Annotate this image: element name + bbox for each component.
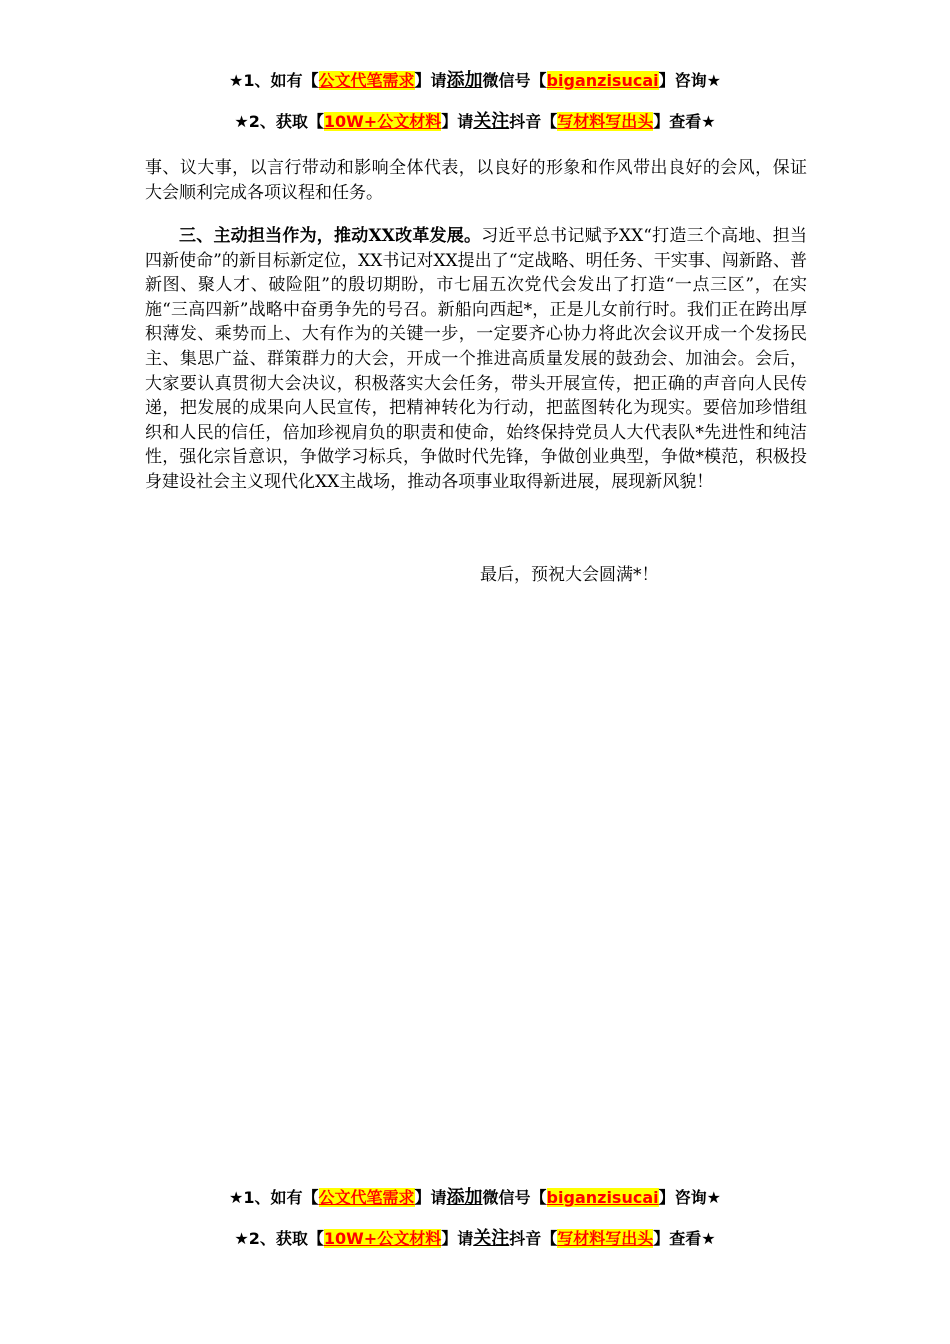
highlight-wechat-id: biganzisucai xyxy=(546,1188,659,1207)
section-heading: 三、主动担当作为，推动XX改革发展。 xyxy=(179,226,482,246)
promo-banner-top-line1: ★1、如有【公文代笔需求】请添加微信号【biganzisucai】咨询★ xyxy=(229,70,721,91)
body-paragraph-1: 事、议大事，以言行带动和影响全体代表，以良好的形象和作风带出良好的会风，保证大会顺利完成各项议程和任务。 xyxy=(145,158,807,203)
highlight-douyin-account: 写材料写出头 xyxy=(557,1229,654,1248)
promo-banner-top-line2: ★2、获取【10W+公文材料】请关注抖音【写材料写出头】查看★ xyxy=(234,111,716,132)
promo-banner-bottom-line2: ★2、获取【10W+公文材料】请关注抖音【写材料写出头】查看★ xyxy=(234,1228,716,1249)
highlight-service: 公文代笔需求 xyxy=(318,1188,415,1207)
highlight-materials: 10W+公文材料 xyxy=(323,1229,442,1248)
closing-line: 最后，预祝大会圆满*！ xyxy=(480,565,659,585)
highlight-douyin-account: 写材料写出头 xyxy=(557,112,654,131)
promo-banner-bottom-line1: ★1、如有【公文代笔需求】请添加微信号【biganzisucai】咨询★ xyxy=(229,1187,721,1208)
highlight-materials: 10W+公文材料 xyxy=(323,112,442,131)
body-paragraph-2: 三、主动担当作为，推动XX改革发展。习近平总书记赋予XX“打造三个高地、担当四新使命”的新目标新定位，XX书记对XX提出了“定战略、明任务、干实事、闯新路、普新图、聚人才、破险阻”的殷切期盼，市七届五次党代会发出了打造“一点三区”，在实施“三高四新”战略中奋勇争先的号召。新船向西起*，正是儿女前行时。我们正在跨出厚积薄发、乘势而上、大有作为的关键一步，一定要齐心协力将此次会议开成一个发扬民主、集思广益、群策群力的大会，开成一个推进高质量发展的鼓劲会、加油会。会后，大家要认真贯彻大会决议，积极落实大会任务，带头开展宣传，把正确的声音向人民传递，把发展的成果向人民宣传，把精神转化为行动，把蓝图转化为现实。要倍加珍惜组织和人民的信任，倍加珍视肩负的职责和使命，始终保持党员人大代表队*先进性和纯洁性，强化宗旨意识，争做学习标兵，争做时代先锋，争做创业典型，争做*模范，积极投身建设社会主义现代化XX主战场，推动各项事业取得新进展，展现新风貌！ xyxy=(145,226,807,492)
highlight-service: 公文代笔需求 xyxy=(318,71,415,90)
highlight-wechat-id: biganzisucai xyxy=(546,71,659,90)
